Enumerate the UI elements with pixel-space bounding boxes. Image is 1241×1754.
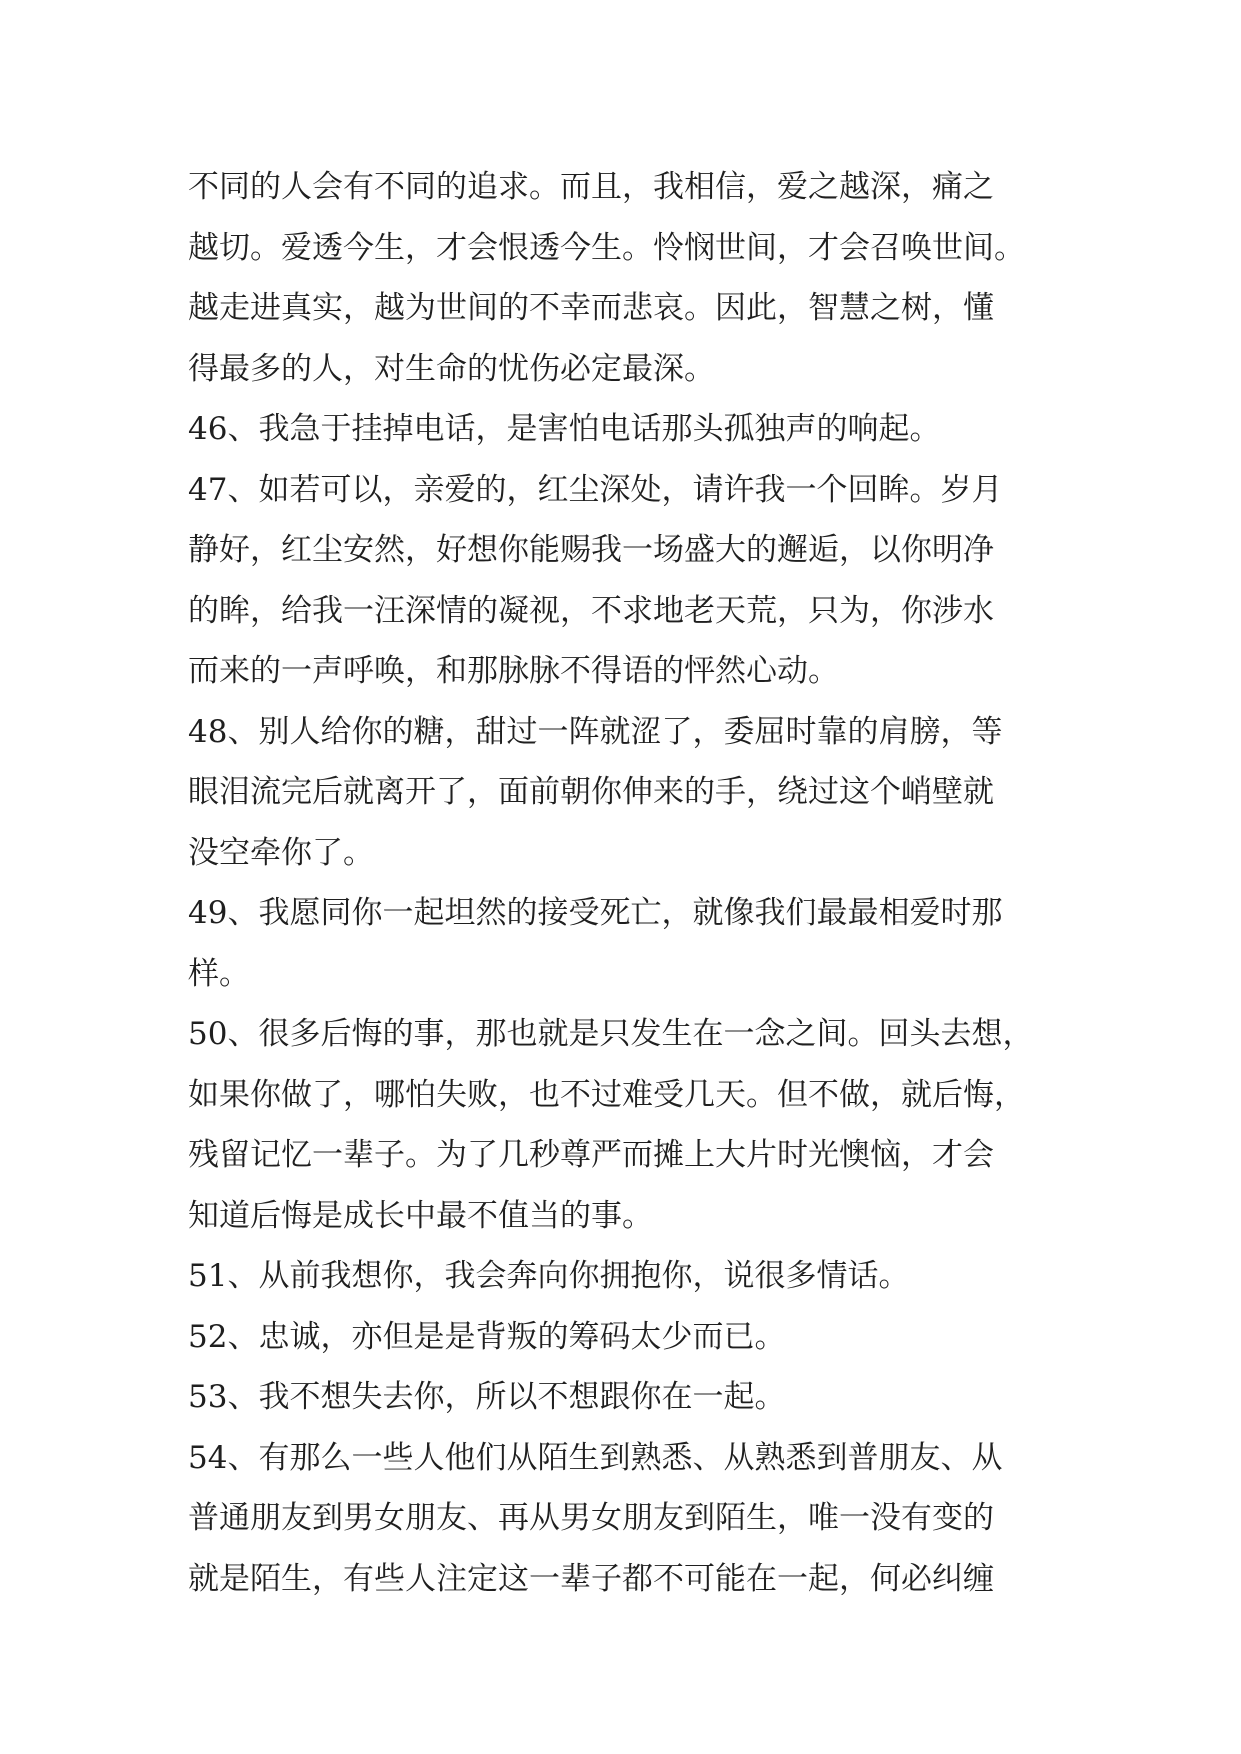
text-line: 越切。爱透今生，才会恨透今生。怜悯世间，才会召唤世间。 bbox=[188, 229, 1025, 266]
text-line: 而来的一声呼唤，和那脉脉不得语的怦然心动。 bbox=[188, 653, 839, 689]
text-line: 得最多的人，对生命的忧伤必定最深。 bbox=[188, 350, 715, 387]
text-line: 眼泪流完后就离开了，面前朝你伸来的手，绕过这个峭壁就 bbox=[188, 774, 994, 810]
text-line: 越走进真实，越为世间的不幸而悲哀。因此，智慧之树，懂 bbox=[188, 290, 994, 326]
text-line: 52、忠诚，亦但是是背叛的筹码太少而已。 bbox=[188, 1318, 786, 1355]
text-line: 48、别人给你的糖，甜过一阵就涩了，委屈时靠的肩膀，等 bbox=[188, 713, 1003, 750]
text-line: 知道后悔是成长中最不值当的事。 bbox=[188, 1197, 653, 1234]
text-line: 的眸，给我一汪深情的凝视，不求地老天荒，只为，你涉水 bbox=[188, 592, 994, 629]
text-line: 就是陌生，有些人注定这一辈子都不可能在一起，何必纠缠 bbox=[188, 1560, 994, 1597]
text-line: 47、如若可以，亲爱的，红尘深处，请许我一个回眸。岁月 bbox=[188, 471, 1003, 508]
text-line: 50、很多后悔的事，那也就是只发生在一念之间。回头去想， bbox=[188, 1016, 1034, 1052]
text-line: 46、我急于挂掉电话，是害怕电话那头孤独声的响起。 bbox=[188, 411, 941, 447]
text-line: 普通朋友到男女朋友、再从男女朋友到陌生，唯一没有变的 bbox=[188, 1500, 994, 1536]
text-line: 静好，红尘安然，好想你能赐我一场盛大的邂逅，以你明净 bbox=[188, 532, 994, 568]
text-line: 不同的人会有不同的追求。而且，我相信，爱之越深，痛之 bbox=[188, 169, 994, 205]
body-text bbox=[188, 157, 1056, 1609]
text-line: 49、我愿同你一起坦然的接受死亡，就像我们最最相爱时那 bbox=[188, 895, 1003, 931]
text-line: 51、从前我想你，我会奔向你拥抱你，说很多情话。 bbox=[188, 1258, 910, 1294]
text-line: 没空牵你了。 bbox=[188, 834, 374, 871]
text-line: 53、我不想失去你，所以不想跟你在一起。 bbox=[188, 1379, 786, 1415]
text-line: 如果你做了，哪怕失败，也不过难受几天。但不做，就后悔， bbox=[188, 1076, 1025, 1113]
text-line: 54、有那么一些人他们从陌生到熟悉、从熟悉到普朋友、从 bbox=[188, 1439, 1003, 1476]
text-line: 样。 bbox=[188, 955, 250, 992]
text-line: 残留记忆一辈子。为了几秒尊严而摊上大片时光懊恼，才会 bbox=[188, 1137, 994, 1173]
